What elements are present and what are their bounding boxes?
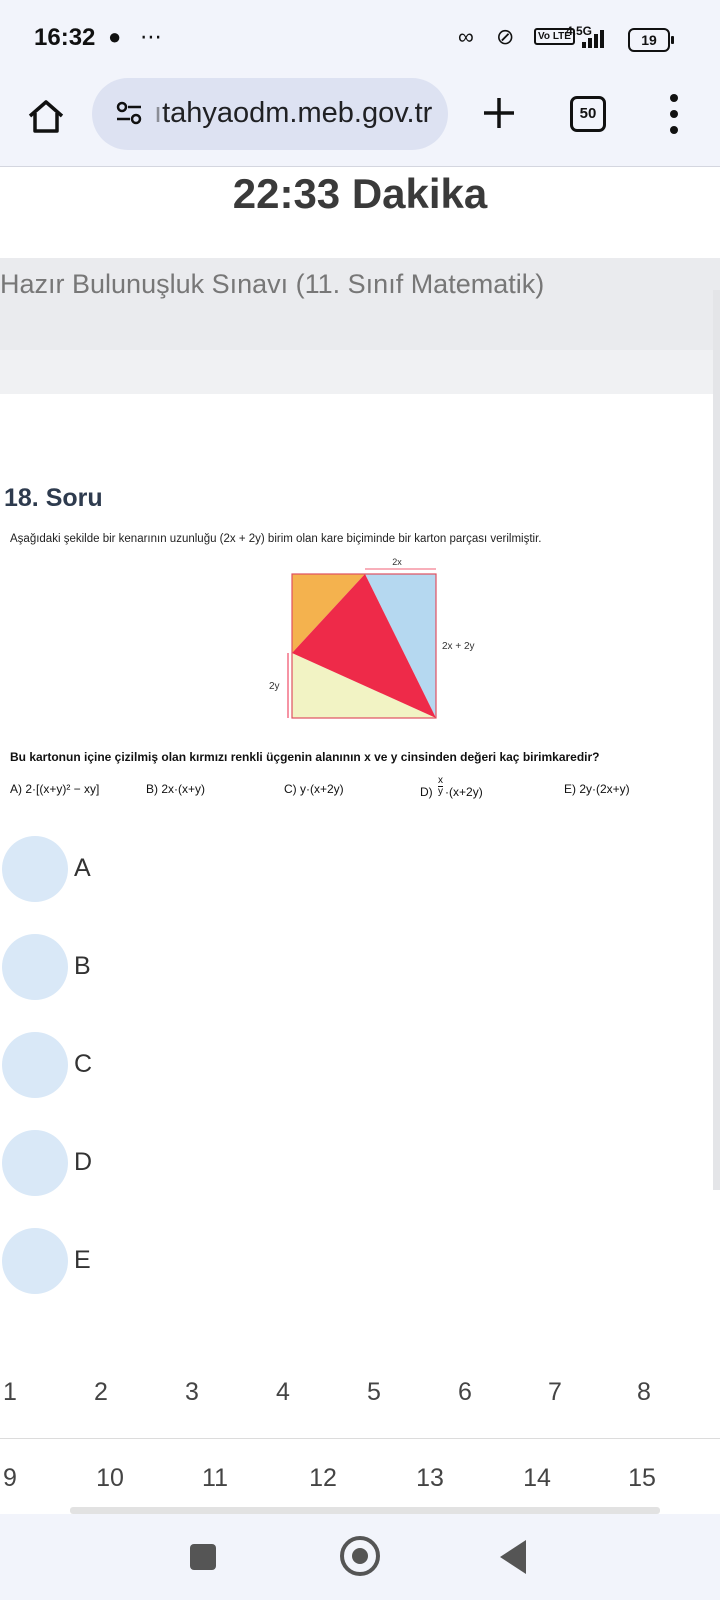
figure-label-right: 2x + 2y xyxy=(442,641,475,652)
url-prefix: ı xyxy=(154,97,163,129)
answer-label-b: B xyxy=(74,952,91,980)
option-d-denominator: y xyxy=(438,786,444,797)
radio-circle[interactable] xyxy=(2,934,68,1000)
question-figure xyxy=(260,557,500,736)
pager-item-11[interactable]: 11 xyxy=(202,1464,228,1492)
option-a-text: A) 2·[(x+y)² − xy] xyxy=(10,782,100,796)
back-triangle-icon[interactable] xyxy=(500,1540,526,1574)
signal-icon xyxy=(582,30,608,48)
exam-title-band xyxy=(0,258,720,350)
pager-scrollbar[interactable] xyxy=(70,1507,660,1514)
option-d-numerator: x xyxy=(438,775,444,786)
question-prompt: Bu kartonun içine çizilmiş olan kırmızı renkli üçgenin alanının x ve y cinsinden değeri kaç birimkaredir? xyxy=(10,750,600,764)
chat-bubble-icon: ● xyxy=(108,24,122,49)
tab-switcher-button[interactable]: 50 xyxy=(570,96,606,132)
question-title: 18. Soru xyxy=(4,484,103,512)
question-text: Aşağıdaki şekilde bir kenarının uzunluğu (2x + 2y) birim olan kare biçiminde bir karton parçası verilmiştir. xyxy=(10,533,542,545)
pager-item-12[interactable]: 12 xyxy=(309,1464,337,1492)
answer-choice-c[interactable] xyxy=(0,1032,300,1100)
pager-item-8[interactable]: 8 xyxy=(637,1378,651,1406)
answer-choice-e[interactable] xyxy=(0,1228,300,1296)
battery-icon xyxy=(628,28,670,52)
home-circle-icon[interactable] xyxy=(340,1536,380,1576)
network-type: 4.5G xyxy=(566,24,593,38)
pager-item-14[interactable]: 14 xyxy=(523,1464,551,1492)
overflow-menu-icon[interactable] xyxy=(664,92,684,136)
link-icon: ∞ xyxy=(458,24,474,49)
url-host: tahyaodm.meb.gov.tr xyxy=(162,97,433,129)
pager-item-10[interactable]: 10 xyxy=(96,1464,124,1492)
page-scrollbar[interactable] xyxy=(713,290,720,1190)
pager-item-13[interactable]: 13 xyxy=(416,1464,444,1492)
question-pager-row-1 xyxy=(0,1352,720,1439)
pager-item-15[interactable]: 15 xyxy=(628,1464,656,1492)
pager-item-6[interactable]: 6 xyxy=(458,1378,472,1406)
pager-item-2[interactable]: 2 xyxy=(94,1378,108,1406)
pager-item-9[interactable]: 9 xyxy=(3,1464,17,1492)
option-d-prefix: D) xyxy=(420,784,433,799)
volte-icon: Vo LTE xyxy=(534,28,575,45)
pager-item-4[interactable]: 4 xyxy=(276,1378,290,1406)
exam-title: Hazır Bulunuşluk Sınavı (11. Sınıf Matematik) xyxy=(0,269,545,299)
answer-choice-b[interactable] xyxy=(0,934,300,1002)
option-d-rest: ·(x+2y) xyxy=(445,784,483,799)
figure-label-left: 2y xyxy=(269,681,280,692)
answer-label-c: C xyxy=(74,1050,93,1078)
status-time: 16:32 xyxy=(34,24,96,51)
option-c-text: C) y·(x+2y) xyxy=(284,782,344,796)
radio-circle[interactable] xyxy=(2,1130,68,1196)
vibrate-mute-icon: ⊘ xyxy=(496,24,515,49)
home-icon[interactable] xyxy=(24,94,68,138)
option-b-text: B) 2x·(x+y) xyxy=(146,782,206,796)
pager-item-3[interactable]: 3 xyxy=(185,1378,199,1406)
option-d-text xyxy=(420,776,483,797)
answer-choice-d[interactable] xyxy=(0,1130,300,1198)
browser-toolbar xyxy=(0,78,720,167)
url-text xyxy=(154,97,432,130)
pager-item-5[interactable]: 5 xyxy=(367,1378,381,1406)
radio-circle[interactable] xyxy=(2,1228,68,1294)
address-bar[interactable] xyxy=(92,78,448,150)
answer-label-e: E xyxy=(74,1246,91,1274)
battery-level: 19 xyxy=(641,32,657,48)
status-bar xyxy=(0,0,720,78)
answer-choice-a[interactable] xyxy=(0,836,300,904)
option-e-text: E) 2y·(2x+y) xyxy=(564,782,630,796)
new-tab-plus-icon[interactable] xyxy=(476,90,522,136)
radio-circle[interactable] xyxy=(2,836,68,902)
site-settings-icon[interactable] xyxy=(114,98,144,128)
more-dots-icon: ⋯ xyxy=(140,24,162,49)
exam-timer: 22:33 Dakika xyxy=(232,170,488,217)
answer-label-d: D xyxy=(74,1148,93,1176)
radio-circle[interactable] xyxy=(2,1032,68,1098)
answer-label-a: A xyxy=(74,854,91,882)
figure-label-top: 2x xyxy=(392,557,402,567)
recent-apps-icon[interactable] xyxy=(190,1544,216,1570)
pager-item-1[interactable]: 1 xyxy=(3,1378,17,1406)
question-options xyxy=(10,775,710,804)
pager-item-7[interactable]: 7 xyxy=(548,1378,562,1406)
section-divider xyxy=(0,350,720,394)
system-nav-bar xyxy=(0,1514,720,1600)
